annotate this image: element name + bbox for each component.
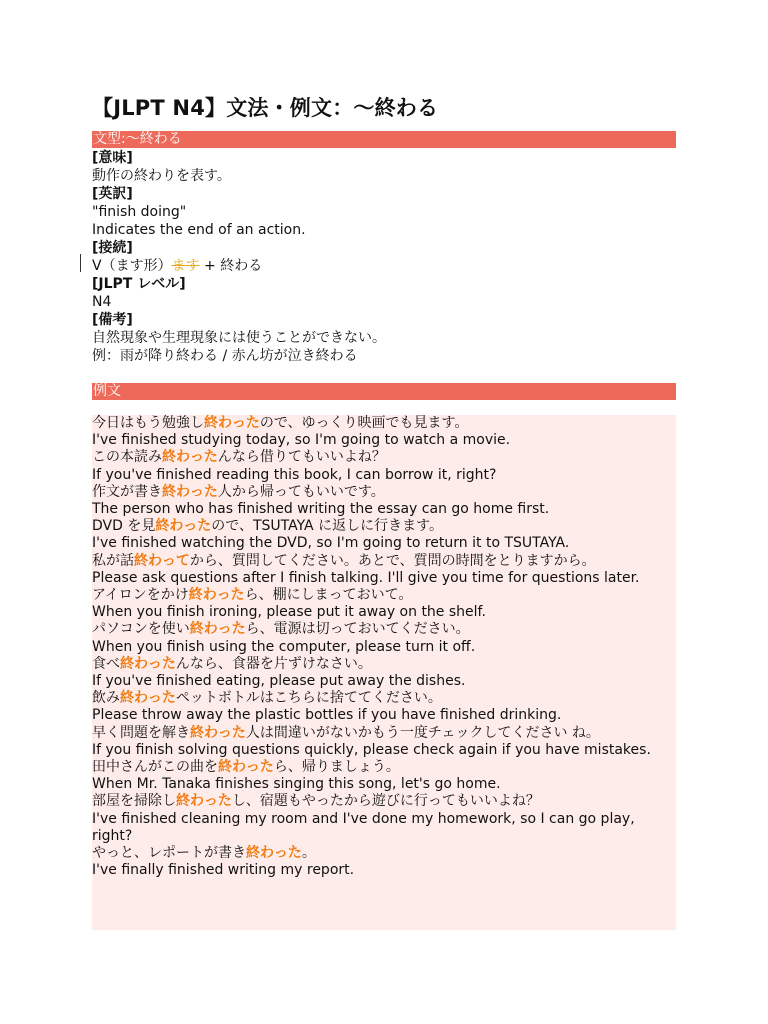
example-highlight: 終わった (120, 690, 176, 707)
example-jp-11 (92, 759, 676, 776)
example-en-3: The person who has finished writing the essay can go home first. (92, 501, 550, 518)
example-list (92, 415, 676, 879)
example-jp-text: 田中さんがこの曲を (92, 759, 218, 776)
example-highlight: 終わった (176, 793, 232, 810)
example-jp-text: 人から帰ってもいいです。 (217, 483, 385, 500)
example-en-7: When you finish using the computer, please turn it off. (92, 638, 476, 655)
connection-strike: ます (171, 258, 200, 274)
example-jp-text: ので、TSUTAYA に返しに行きます。 (211, 518, 443, 535)
example-en-11: When Mr. Tanaka finishes singing this song, let's go home. (92, 776, 501, 793)
example-en-5: Please ask questions after I finish talking. I'll give you time for questions later. (92, 569, 640, 586)
example-jp-6 (92, 587, 676, 604)
example-en-1: I've finished studying today, so I'm going to watch a movie. (92, 432, 511, 449)
example-highlight: 終わった (162, 483, 218, 500)
example-jp-3 (92, 484, 676, 501)
example-jp-12 (92, 793, 676, 810)
example-en-13: I've finally finished writing my report. (92, 862, 355, 879)
meaning-text: 動作の終わりを表す。 (92, 168, 231, 184)
example-jp-text: ら、棚にしまっておいて。 (244, 587, 413, 604)
page-title: 【JLPT N4】文法・例文：〜終わる (92, 96, 439, 120)
example-jp-text: 部屋を掃除し (92, 793, 176, 810)
example-jp-text: 飲み (92, 690, 120, 707)
example-highlight: 終わった (162, 449, 218, 466)
example-jp-9 (92, 690, 676, 707)
english-line-1: "finish doing" (92, 204, 187, 220)
section-bar-examples: 例文 (92, 383, 676, 400)
example-en-10: If you finish solving questions quickly, please check again if you have mistakes. (92, 741, 651, 758)
section-bar-pattern: 文型:〜終わる (92, 131, 676, 148)
example-jp-text: ら、電源は切っておいてください。 (245, 621, 470, 638)
example-jp-text: 人は間違いがないかもう一度チェックしてください ね。 (245, 724, 600, 741)
example-highlight: 終わった (190, 724, 246, 741)
example-jp-text: 食べ (92, 655, 120, 672)
example-jp-text: パソコンを使い (92, 621, 190, 638)
example-jp-5 (92, 553, 676, 570)
example-highlight: 終わった (155, 518, 212, 535)
example-jp-text: 作文が書き (92, 483, 162, 500)
connection-suffix: + 終わる (199, 258, 263, 274)
example-en-4: I've finished watching the DVD, so I'm going to return it to TSUTAYA. (92, 535, 570, 552)
text-cursor (80, 254, 81, 272)
example-jp-text: から、質問してください。あとで、質問の時間をとりますから。 (189, 552, 596, 569)
example-jp-1 (92, 415, 676, 432)
example-highlight: 終わって (134, 552, 190, 569)
example-highlight: 終わった (218, 759, 274, 776)
connection-text (92, 257, 676, 275)
example-jp-2 (92, 449, 676, 466)
example-jp-text: やっと、レポートが書き (92, 845, 246, 862)
connection-prefix: V（ます形） (92, 258, 172, 274)
example-en-12: I've finished cleaning my room and I've done my homework, so I can go play, right? (92, 810, 635, 844)
example-jp-7 (92, 621, 676, 638)
example-jp-text: んなら借りてもいいよね？ (217, 449, 386, 466)
notes-line-1: 自然現象や生理現象には使うことができない。 (92, 330, 386, 346)
example-jp-text: 今日はもう勉強し (92, 415, 204, 431)
example-en-6: When you finish ironing, please put it away on the shelf. (92, 604, 486, 621)
example-jp-text: 。 (301, 845, 316, 862)
notes-line-2: 例：雨が降り終わる / 赤ん坊が泣き終わる (92, 348, 358, 364)
example-jp-text: ので、ゆっくり映画でも見ます。 (259, 415, 469, 431)
english-label: [英訳] (92, 186, 133, 202)
meaning-label: [意味] (92, 150, 133, 166)
example-en-9: Please throw away the plastic bottles if you have finished drinking. (92, 707, 562, 724)
example-jp-text: この本読み (92, 449, 162, 466)
example-jp-text: アイロンをかけ (92, 587, 189, 604)
example-en-8: If you've finished eating, please put away the dishes. (92, 673, 466, 690)
example-jp-text: し、宿題もやったから遊びに行ってもいいよね？ (231, 793, 540, 810)
example-jp-8 (92, 656, 676, 673)
example-highlight: 終わった (120, 655, 176, 672)
example-en-2: If you've finished reading this book, I can borrow it, right? (92, 466, 497, 483)
example-jp-text: んなら、食器を片ずけなさい。 (175, 655, 372, 672)
example-jp-13 (92, 845, 676, 862)
example-highlight: 終わった (188, 587, 245, 604)
example-jp-text: 私が話 (92, 552, 134, 569)
english-line-2: Indicates the end of an action. (92, 222, 306, 238)
example-jp-text: DVD を見 (92, 518, 156, 535)
level-value: N4 (92, 294, 112, 310)
grammar-info (92, 149, 676, 365)
example-jp-4 (92, 518, 676, 535)
connection-label: [接続] (92, 240, 133, 256)
example-jp-text: 早く問題を解き (92, 724, 190, 741)
example-highlight: 終わった (189, 621, 246, 638)
example-highlight: 終わった (204, 415, 260, 431)
example-highlight: 終わった (246, 845, 302, 862)
notes-label: [備考] (92, 312, 133, 328)
example-jp-10 (92, 725, 676, 742)
level-label: [JLPT レベル] (92, 276, 186, 292)
example-jp-text: ペットボトルはこちらに捨ててください。 (175, 690, 442, 707)
example-jp-text: ら、帰りましょう。 (273, 759, 400, 776)
